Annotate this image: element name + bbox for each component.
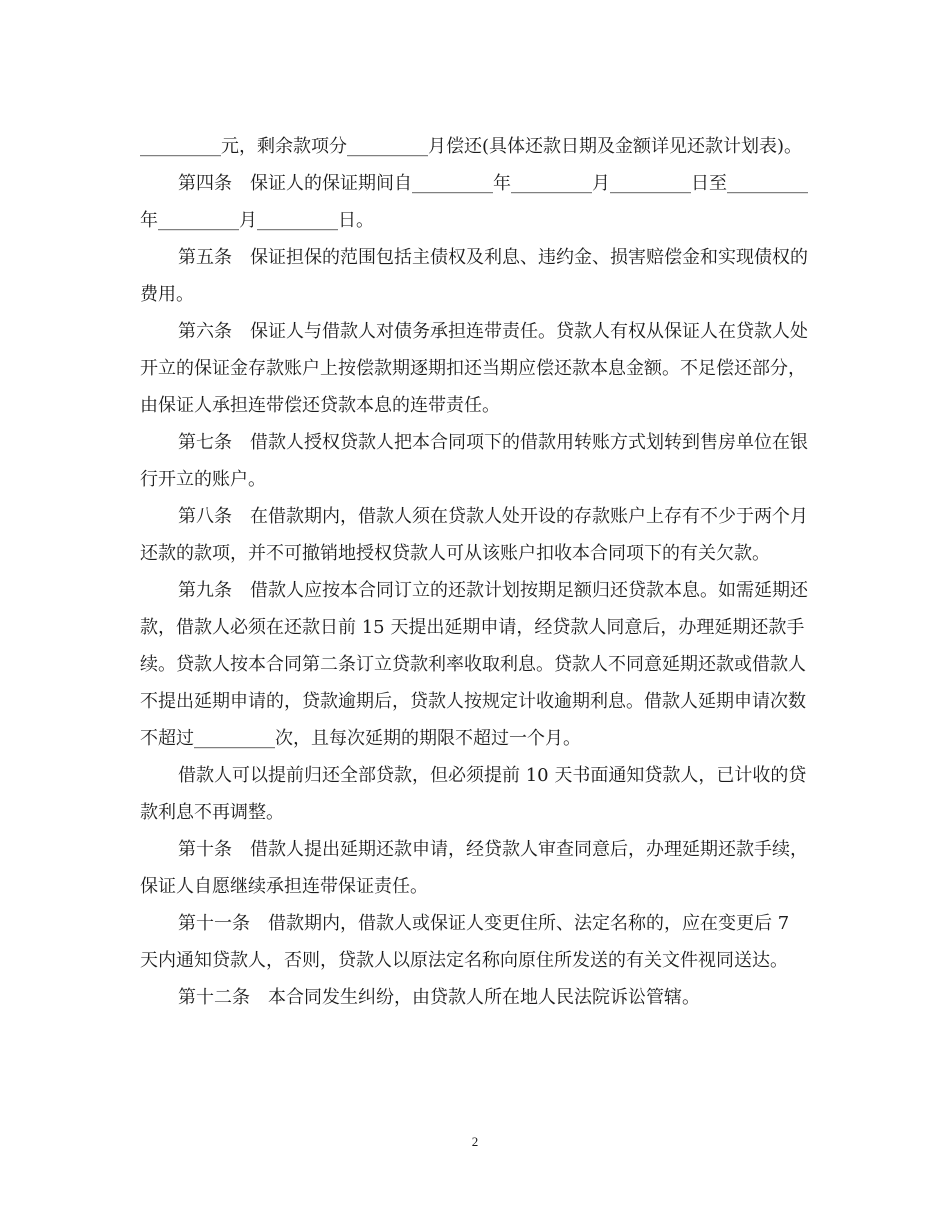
paragraph-article-9-continued: 借款人可以提前归还全部贷款，但必须提前 10 天书面通知贷款人，已计收的贷款利息不再调整。 (140, 765, 807, 823)
paragraph-article-4: 第四条 保证人的保证期间自_________年_________月_________日至_________年_________月_________日。 (140, 173, 808, 231)
paragraph-article-12: 第十二条 本合同发生纠纷，由贷款人所在地人民法院诉讼管辖。 (178, 987, 700, 1008)
paragraph-article-11: 第十一条 借款期内，借款人或保证人变更住所、法定名称的，应在变更后 7 天内通知贷款人，否则，贷款人以原法定名称向原住所发送的有关文件视同送达。 (140, 913, 795, 971)
page-number: 2 (471, 1134, 479, 1149)
paragraph-article-6: 第六条 保证人与借款人对债务承担连带责任。贷款人有权从保证人在贷款人处开立的保证金存款账户上按偿款期逐期扣还当期应偿还款本息金额。不足偿还部分，由保证人承担连带偿还贷款本息的连带责任。 (140, 321, 808, 416)
paragraph-article-9: 第九条 借款人应按本合同订立的还款计划按期足额归还贷款本息。如需延期还款，借款人必须在还款日前 15 天提出延期申请，经贷款人同意后，办理延期还款手续。贷款人按本合同第二条订立贷款利率收取利息。贷款人不同意延期还款或借款人不提出延期申请的，贷款逾期后，贷款人按规定计收逾期利息。借款人延期申请次数不超过_________次，且每次延期的期限不超过一个月。 (140, 580, 808, 749)
paragraph-article-8: 第八条 在借款期内，借款人须在贷款人处开设的存款账户上存有不少于两个月还款的款项，并不可撤销地授权贷款人可从该账户扣收本合同项下的有关欠款。 (140, 506, 808, 564)
paragraph-article-5: 第五条 保证担保的范围包括主债权及利息、违约金、损害赔偿金和实现债权的费用。 (140, 247, 808, 305)
document-body (140, 128, 808, 1016)
paragraph-article-7: 第七条 借款人授权贷款人把本合同项下的借款用转账方式划转到售房单位在银行开立的账户。 (140, 432, 808, 490)
paragraph-article-10: 第十条 借款人提出延期还款申请，经贷款人审查同意后，办理延期还款手续，保证人自愿继续承担连带保证责任。 (140, 839, 808, 897)
paragraph-continued: _________元，剩余款项分_________月偿还(具体还款日期及金额详见还款计划表)。 (140, 136, 803, 157)
